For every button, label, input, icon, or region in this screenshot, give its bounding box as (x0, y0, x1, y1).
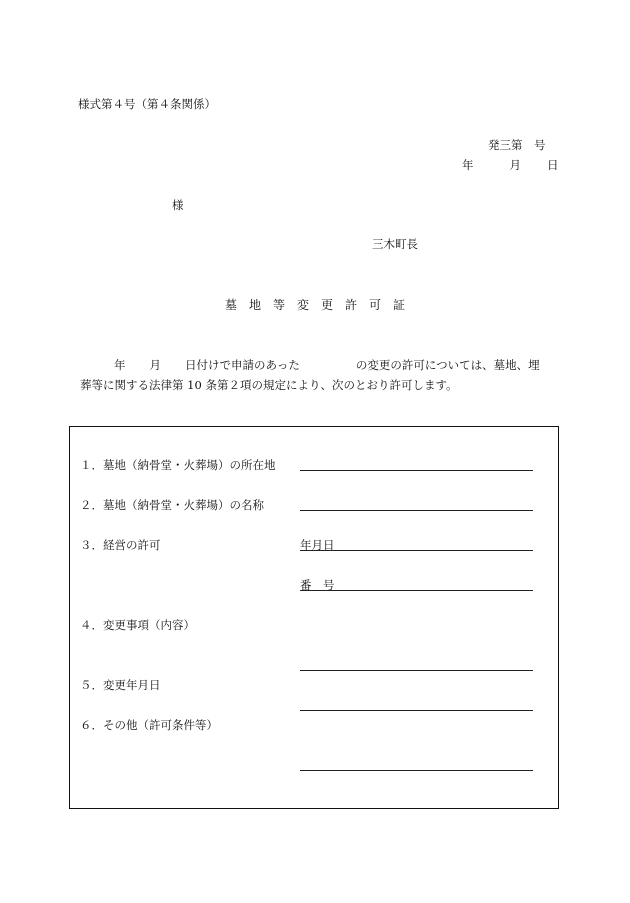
item-operation-permit: ３．経営の許可 (80, 538, 161, 552)
form-number: 様式第４号（第４条関係） (78, 97, 216, 111)
title-char: 墓 (224, 298, 237, 312)
issuer-name: 三木町長 (372, 237, 418, 251)
body-text-b: の変更の許可については、墓地、埋 (355, 358, 540, 372)
permit-date-label: 年月日 (300, 538, 335, 552)
item-change-details: ４．変更事項（内容） (80, 618, 195, 632)
name-field-line[interactable] (300, 510, 533, 511)
date-day: 日 (547, 158, 559, 172)
change-details-field-line[interactable] (300, 670, 533, 671)
location-field-line[interactable] (300, 470, 533, 471)
other-field-line[interactable] (300, 770, 533, 771)
body-year: 年 (114, 358, 126, 372)
title-char: 可 (369, 298, 382, 312)
document-title (0, 296, 630, 313)
title-char: 証 (393, 298, 406, 312)
change-date-field-line[interactable] (300, 710, 533, 711)
body-text-a: 日付けで申請のあった (185, 358, 300, 372)
body-month: 月 (149, 358, 161, 372)
title-char: 許 (345, 298, 358, 312)
addressee-suffix: 様 (172, 198, 184, 212)
document-number: 発三第 号 (488, 138, 546, 152)
item-other: ６．その他（許可条件等） (80, 718, 218, 732)
date-year: 年 (462, 158, 474, 172)
body-line-1 (80, 357, 540, 373)
item-change-date: ５．変更年月日 (80, 678, 161, 692)
item-name: ２．墓地（納骨堂・火葬場）の名称 (80, 498, 264, 512)
permit-number-label: 番 号 (300, 578, 335, 592)
title-char: 変 (296, 298, 309, 312)
date-month: 月 (509, 158, 521, 172)
title-char: 地 (248, 298, 261, 312)
body-line-2: 葬等に関する法律第 10 条第２項の規定により、次のとおり許可します。 (80, 378, 458, 392)
permit-date-field-line[interactable] (300, 550, 533, 551)
issue-date (462, 157, 559, 173)
permit-number-field-line[interactable] (300, 590, 533, 591)
item-location: １．墓地（納骨堂・火葬場）の所在地 (80, 458, 276, 472)
title-char: 更 (321, 298, 334, 312)
title-char: 等 (272, 298, 285, 312)
